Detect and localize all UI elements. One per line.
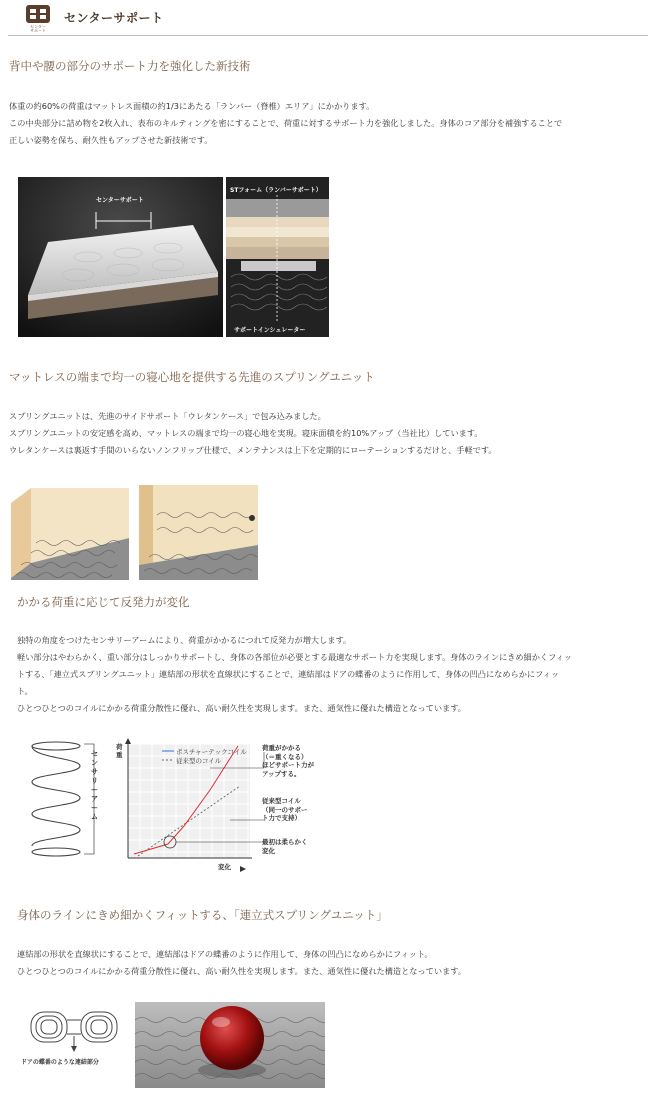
x-axis-label: 変化: [218, 863, 231, 871]
cross-section-photo: [226, 177, 329, 337]
body-line: 体重の約60%の荷重はマットレス面積の約1/3にあたる「ランバー（脊椎）エリア」にかかります。: [9, 101, 375, 111]
svg-text:サポート: サポート: [30, 28, 46, 32]
section-body: [9, 408, 497, 459]
body-line: ト。: [17, 686, 33, 696]
body-line: スプリングユニットは、先進のサイドサポート「ウレタンケース」で包み込みました。: [9, 411, 326, 421]
apple-on-springs-photo: [135, 1002, 325, 1088]
center-support-icon: [25, 4, 51, 32]
body-line: 連結部の形状を直線状にすることで、連結部はドアの蝶番のように作用して、身体の凹凸になめらかにフィット。: [17, 949, 433, 959]
body-line: トする、「連立式スプリングユニット」連結部の形状を直線状にすることで、連結部はドアの蝶番のように作用して、身体の凹凸になめらかにフィッ: [17, 669, 560, 679]
body-line: 正しい姿勢を保ち、耐久性もアップさせた新技術です。: [9, 135, 213, 145]
urethane-case-photo-1: [11, 483, 129, 580]
sensory-arm-label: センサリーアーム: [91, 750, 98, 821]
annotation-bottom: 最初は柔らかく 変化: [262, 838, 308, 855]
legend-posture: ポスチャーテックコイル: [176, 748, 247, 756]
section-heading: 身体のラインにきめ細かくフィットする、「連立式スプリングユニット」: [17, 908, 388, 922]
mattress-photo: [18, 177, 223, 337]
body-line: 軽い部分はやわらかく、重い部分はしっかりサポートし、身体の各部位が必要とする最適なサポート力を実現します。身体のラインにきめ細かくフィッ: [17, 652, 573, 662]
y-axis-label: 荷重: [116, 743, 123, 759]
body-line: スプリングユニットの安定感を高め、マットレスの端まで均一の寝心地を実現。寝床面積を約10%アップ（当社比）しています。: [9, 428, 483, 438]
svg-text:センター: センター: [30, 24, 46, 29]
legend-conventional: 従来型のコイル: [176, 757, 222, 765]
annotation-top: 荷重がかかる （＝重くなる） ほどサポート力が アップする。: [262, 744, 314, 778]
annotation-mid: 従来型コイル （同一のサポー ト力で支持）: [262, 797, 308, 822]
urethane-case-photo-2: [139, 485, 258, 580]
header-divider: [8, 35, 648, 36]
center-support-label: センターサポート: [96, 197, 144, 204]
section-heading: 背中や腰の部分のサポート力を強化した新技術: [9, 59, 251, 73]
section-body: [9, 98, 562, 149]
st-foam-label: STフォーム（ランバーサポート）: [230, 187, 322, 194]
page-title: センターサポート: [64, 11, 164, 25]
support-insulator-label: サポートインシュレーター: [234, 327, 306, 334]
body-line: ひとつひとつのコイルにかかる荷重分散性に優れ、高い耐久性を実現します。また、通気性に優れた構造となっています。: [17, 703, 466, 713]
body-line: ウレタンケースは裏返す手間のいらないノンフリップ仕様で、メンテナンスは上下を定期的にローテーションするだけと、手軽です。: [9, 445, 497, 455]
hinge-label: ドアの蝶番のような連結部分: [21, 1059, 99, 1066]
hinge-diagram: [28, 1006, 120, 1052]
section-heading: マットレスの端まで均一の寝心地を提供する先進のスプリングユニット: [9, 370, 375, 384]
body-line: 独特の角度をつけたセンサリーアームにより、荷重がかかるにつれて反発力が増大します。: [17, 635, 352, 645]
section-body: [17, 632, 572, 717]
body-line: この中央部分に詰め物を2枚入れ、表布のキルティングを密にすることで、荷重に対するサポート力を強化しました。身体のコア部分を補強することで: [9, 118, 563, 128]
body-line: ひとつひとつのコイルにかかる荷重分散性に優れ、高い耐久性を実現します。また、通気性に優れた構造となっています。: [17, 966, 466, 976]
section-heading: かかる荷重に応じて反発力が変化: [17, 595, 190, 609]
section-body: [17, 946, 466, 980]
